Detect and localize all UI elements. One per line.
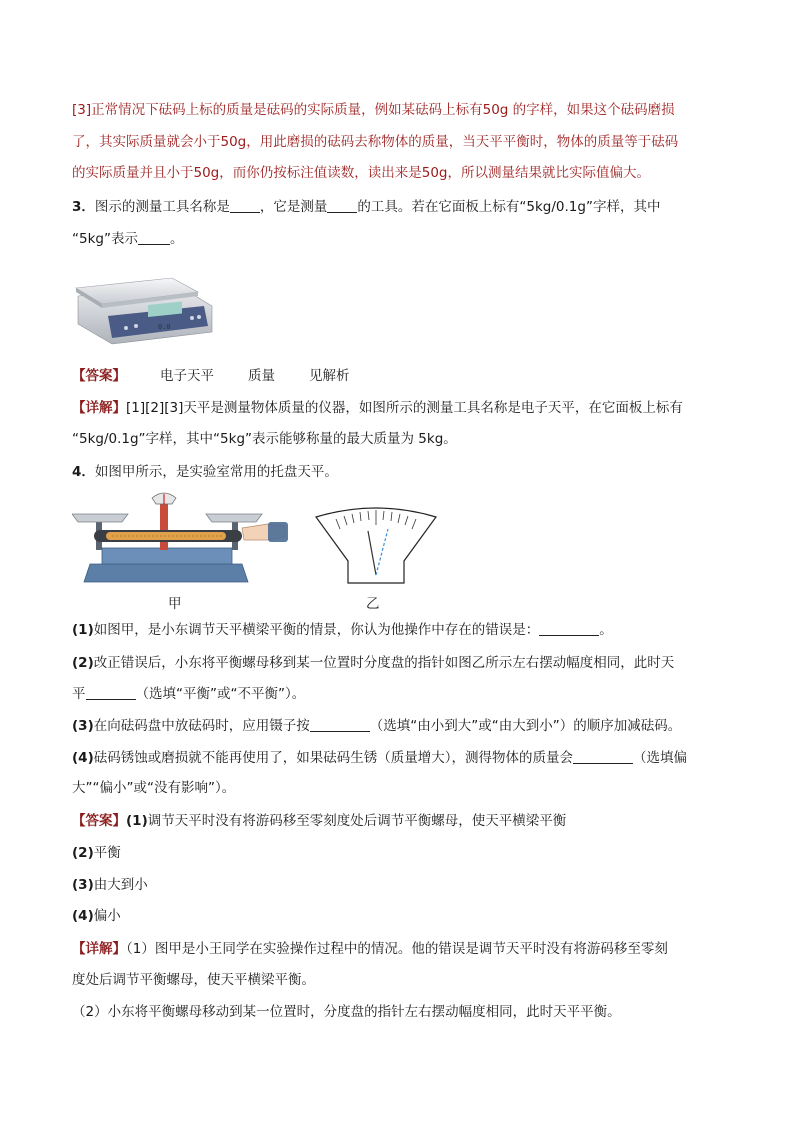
q3-stem-line-1: [72, 197, 722, 217]
q3-blank-2[interactable]: [327, 198, 357, 213]
q3-text-d: “5kg”表示: [72, 231, 138, 247]
q3-answer-1: 电子天平: [160, 368, 214, 384]
q3-text-c: 的工具。若在它面板上标有“5kg/0.1g”字样，其中: [357, 199, 661, 215]
q4-answer-2-text: 平衡: [93, 845, 121, 861]
q4-answer-1-text: 调节天平时没有将游码移至零刻度处后调节平衡螺母，使天平横梁平衡: [147, 813, 567, 829]
q3-detail-line-2: “5kg/0.1g”字样，其中“5kg”表示能够称量的最大质量为 5kg。: [72, 431, 457, 447]
q4-detail-1-num: （1）: [126, 941, 155, 957]
q4-detail-2-num: （2）: [72, 1004, 108, 1020]
q4-part-2-line-2: [72, 684, 722, 704]
q4-detail-line-1: [72, 939, 722, 959]
q4-part-1: [72, 620, 722, 640]
q3-answer-label: 【答案】: [72, 368, 126, 384]
q3-text-a: 图示的测量工具名称是: [94, 199, 230, 215]
figure-yi-label: 乙: [366, 596, 380, 612]
q3-blank-1[interactable]: [230, 198, 260, 213]
q4-part-3: [72, 716, 722, 736]
q4-answer-1-num: (1): [126, 813, 148, 829]
q4-detail-label: 【详解】: [72, 941, 126, 957]
q4-answer-4-num: (4): [72, 908, 94, 924]
dial-scale-image: [314, 505, 438, 585]
q2-detail-text-1: 正常情况下砝码上标的质量是砝码的实际质量，例如某砝码上标有50g 的字样，如果这个砝码磨损: [91, 102, 675, 118]
scale-display-readout: 0.0: [158, 323, 171, 331]
q2-detail-line-3: 的实际质量并且小于50g，而你仍按标注值读数，读出来是50g，所以测量结果就比实际值偏大。: [72, 165, 650, 181]
q4-part-3-end: （选填“由小到大”或“由大到小”）的顺序加减砝码。: [369, 718, 682, 734]
q4-answer-2-num: (2): [72, 845, 94, 861]
q4-detail-line-3: [72, 1002, 722, 1022]
q4-detail-line-2: 度处后调节平衡螺母，使天平横梁平衡。: [72, 972, 315, 988]
tray-balance-image: [72, 490, 288, 586]
electronic-scale-image: [72, 266, 214, 346]
q2-detail-line-2: 了，其实际质量就会小于50g，用此磨损的砝码去称物体的质量，当天平平衡时，物体的质量等于砝码: [72, 134, 679, 150]
q4-part-2-num: (2): [72, 655, 94, 671]
q3-text-b: ，它是测量: [259, 199, 328, 215]
q2-detail-line-1: [72, 100, 722, 120]
figure-jia-label: 甲: [168, 596, 182, 612]
q4-answer-3-num: (3): [72, 877, 94, 893]
q3-detail-label: 【详解】: [72, 400, 126, 416]
q4-answer-label: 【答案】: [72, 813, 126, 829]
q4-detail-2-text: 小东将平衡螺母移动到某一位置时，分度盘的指针左右摆动幅度相同，此时天平平衡。: [107, 1004, 621, 1020]
q4-answer-3: [72, 875, 722, 895]
q3-answer-2: 质量: [248, 368, 275, 384]
q3-number: 3．: [72, 199, 95, 215]
q4-part-3-num: (3): [72, 718, 94, 734]
q4-part-4-num: (4): [72, 750, 94, 766]
q4-answer-1: [72, 811, 722, 831]
q4-answer-2: [72, 843, 722, 863]
q4-part-1-end: 。: [599, 622, 613, 638]
q4-part-4-end: （选填偏: [632, 750, 687, 766]
q3-answer-line: [72, 366, 722, 386]
q4-part-1-num: (1): [72, 622, 94, 638]
q4-part-3-text: 在向砝码盘中放砝码时，应用镊子按: [93, 718, 310, 734]
q3-detail-line-1: [72, 398, 722, 418]
q4-answer-3-text: 由大到小: [93, 877, 148, 893]
q4-part-2-text: 改正错误后，小东将平衡螺母移到某一位置时分度盘的指针如图乙所示左右摆动幅度相同，此时天: [93, 655, 675, 671]
q4-answer-4: [72, 906, 722, 926]
q4-part-4-line-2: 大”“偏小”或“没有影响”）。: [72, 780, 236, 796]
q4-blank-2[interactable]: [86, 685, 136, 700]
q4-part-2-text-2: 平: [72, 686, 86, 702]
q3-text-e: 。: [169, 231, 184, 247]
q4-stem: 如图甲所示，是实验室常用的托盘天平。: [94, 464, 338, 480]
q4-detail-1-text: 图甲是小王同学在实验操作过程中的情况。他的错误是调节天平时没有将游码移至零刻: [154, 941, 668, 957]
q3-answer-3: 见解析: [309, 368, 350, 384]
q4-part-2-end: （选填“平衡”或“不平衡”）。: [135, 686, 306, 702]
q4-part-1-text: 如图甲，是小东调节天平横梁平衡的情景，你认为他操作中存在的错误是：: [93, 622, 540, 638]
q4-part-2-line-1: [72, 653, 722, 673]
q4-part-4-line-1: [72, 748, 722, 768]
q4-blank-4[interactable]: [573, 749, 633, 764]
q3-detail-text-1: [1][2][3]天平是测量物体质量的仪器，如图所示的测量工具名称是电子天平，在它面板上标有: [126, 400, 683, 416]
q3-stem-line-2: [72, 229, 722, 249]
q4-stem-line: [72, 462, 722, 482]
q2-detail-tag: [3]: [72, 102, 92, 118]
q4-blank-1[interactable]: [539, 621, 599, 636]
q3-blank-3[interactable]: [138, 230, 170, 245]
q4-answer-4-text: 偏小: [93, 908, 121, 924]
q4-number: 4．: [72, 464, 95, 480]
q4-blank-3[interactable]: [310, 717, 370, 732]
q4-part-4-text: 砝码锈蚀或磨损就不能再使用了，如果砝码生锈（质量增大），测得物体的质量会: [93, 750, 573, 766]
